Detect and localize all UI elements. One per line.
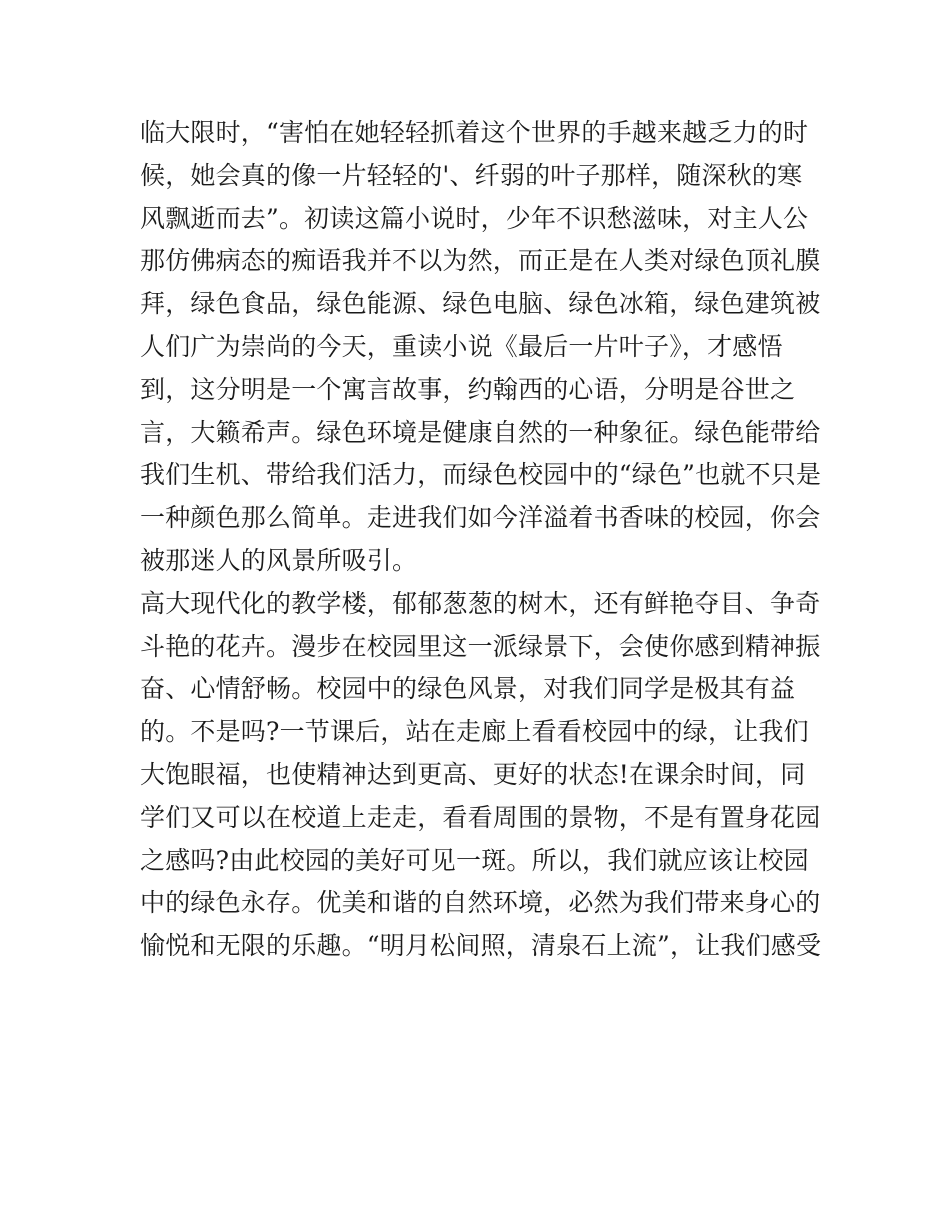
text-line: 临大限时，“害怕在她轻轻抓着这个世界的手越来越乏力的时 <box>140 118 809 147</box>
body-text <box>140 112 830 968</box>
text-line: 之感吗?由此校园的美好可见一斑。所以，我们就应该让校园 <box>140 845 809 875</box>
text-line: 高大现代化的教学楼，郁郁葱葱的树木，还有鲜艳夺目、争奇 <box>140 588 821 618</box>
text-line: 风飘逝而去”。初读这篇小说时，少年不识愁滋味，对主人公 <box>140 203 809 233</box>
text-line: 中的绿色永存。优美和谐的自然环境，必然为我们带来身心的 <box>140 888 821 918</box>
text-line: 奋、心情舒畅。校园中的绿色风景，对我们同学是极其有益 <box>140 674 796 704</box>
text-line: 到，这分明是一个寓言故事，约翰西的心语，分明是谷世之 <box>140 374 796 404</box>
text-line: 候，她会真的像一片轻轻的'、纤弱的叶子那样，随深秋的寒 <box>140 160 803 190</box>
text-line: 学们又可以在校道上走走，看看周围的景物，不是有置身花园 <box>140 802 821 832</box>
text-line: 我们生机、带给我们活力，而绿色校园中的“绿色”也就不只是 <box>140 460 822 490</box>
text-line: 斗艳的花卉。漫步在校园里这一派绿景下，会使你感到精神振 <box>140 631 821 661</box>
text-line: 那仿佛病态的痴语我并不以为然，而正是在人类对绿色顶礼膜 <box>140 246 821 276</box>
text-line: 大饱眼福，也使精神达到更高、更好的状态!在课余时间，同 <box>140 759 806 789</box>
text-line: 人们广为崇尚的今天，重读小说《最后一片叶子》，才感悟 <box>140 331 783 361</box>
text-line: 被那迷人的风景所吸引。 <box>140 545 418 575</box>
text-line: 的。不是吗?一节课后，站在走廊上看看校园中的绿，让我们 <box>140 717 809 747</box>
text-line: 愉悦和无限的乐趣。“明月松间照，清泉石上流”，让我们感受 <box>140 931 822 961</box>
text-line: 言，大籁希声。绿色环境是健康自然的一种象征。绿色能带给 <box>140 417 821 447</box>
text-line: 拜，绿色食品，绿色能源、绿色电脑、绿色冰箱，绿色建筑被 <box>140 289 821 319</box>
text-line: 一种颜色那么简单。走进我们如今洋溢着书香味的校园，你会 <box>140 503 821 533</box>
